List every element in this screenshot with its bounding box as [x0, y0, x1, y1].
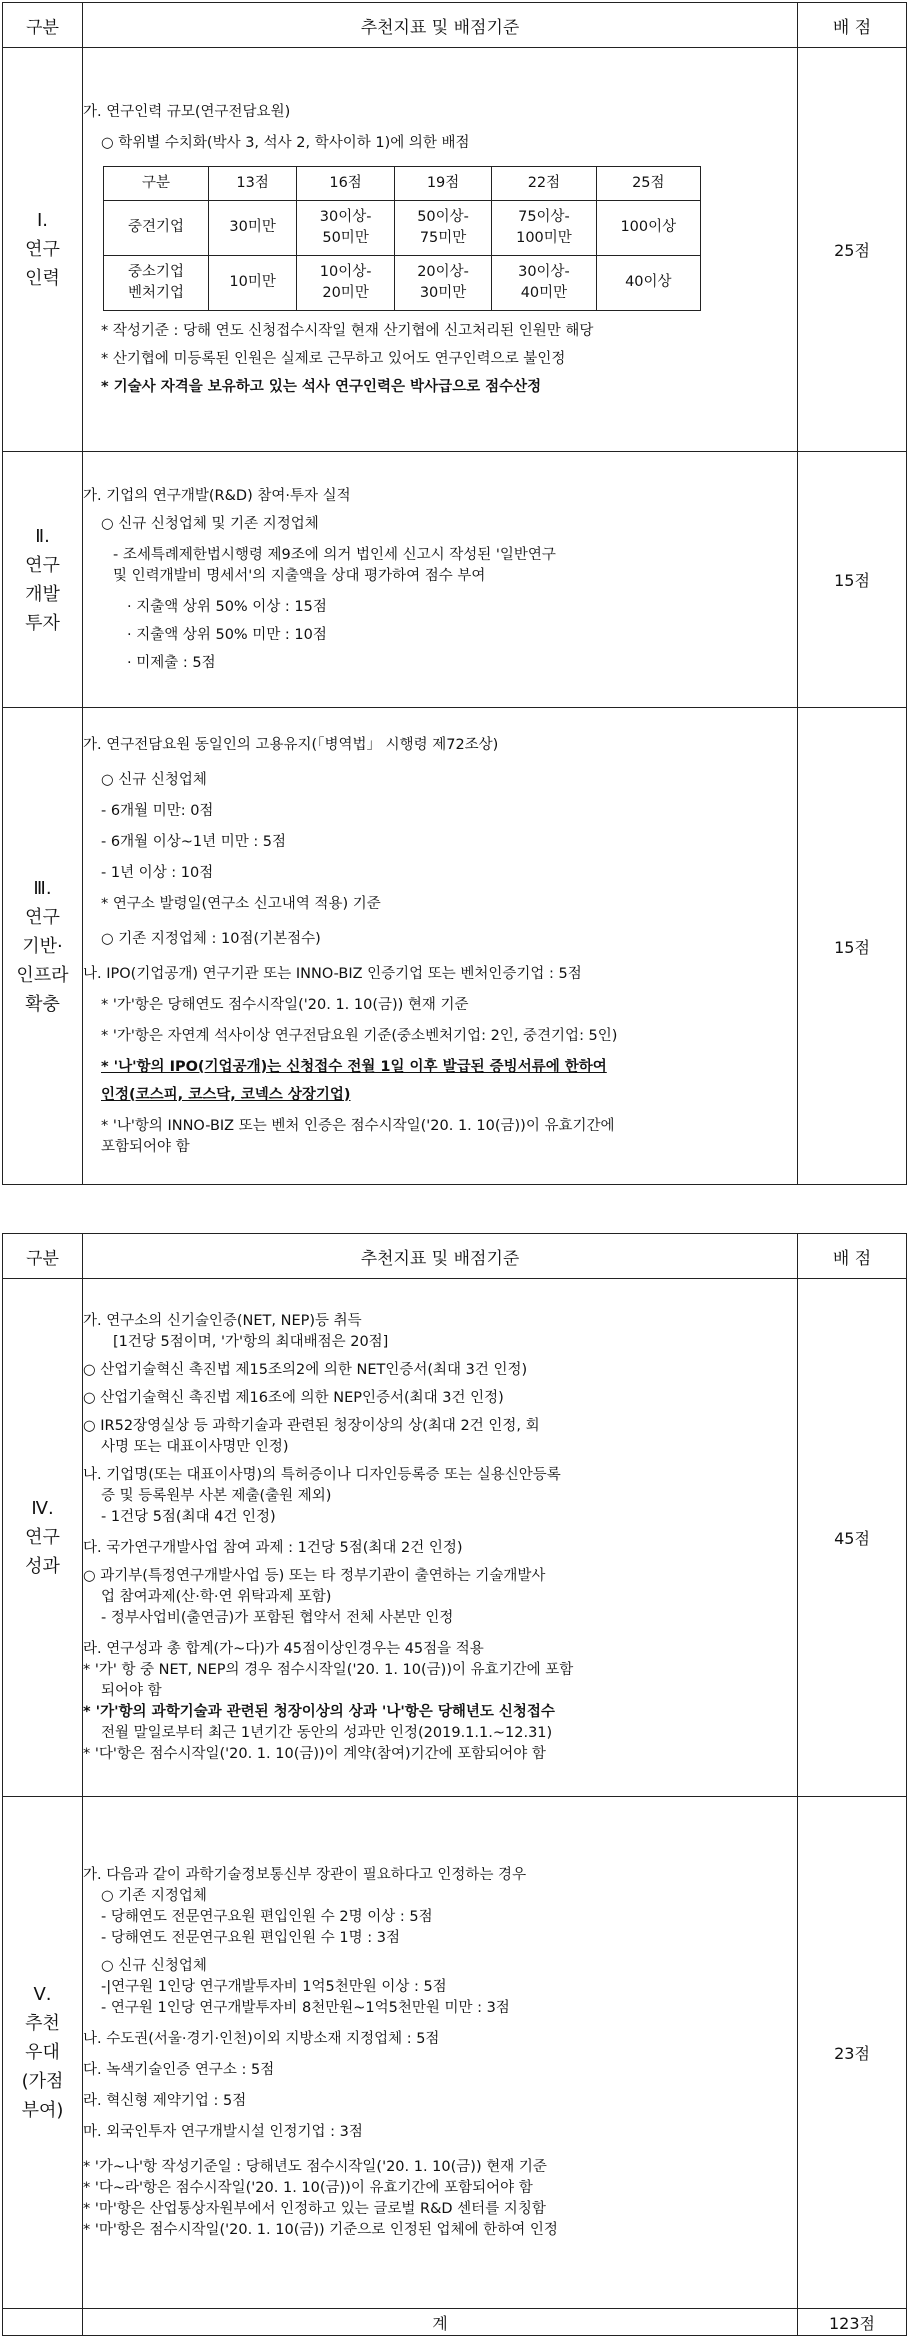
criteria-line: - 6개월 이상~1년 미만 : 5점 — [101, 833, 287, 850]
score-table-header: 19점 — [394, 166, 491, 200]
criteria-line: * '다'항은 점수시작일('20. 1. 10(금))이 계약(참여)기간에 포함되어야 함 — [83, 1745, 546, 1762]
criteria-line: ○ 신규 신청업체 및 기존 지정업체 — [101, 515, 319, 532]
criteria-line: 가. 연구인력 규모(연구전담요원) — [83, 103, 291, 120]
criteria-line: ○ 산업기술혁신 촉진법 제16조에 의한 NEP인증서(최대 3건 인정) — [83, 1389, 504, 1406]
score-table-cell: 40이상 — [596, 255, 700, 310]
total-row — [3, 2309, 907, 2336]
criteria-line: 나. 수도권(서울·경기·인천)이외 지방소재 지정업체 : 5점 — [83, 2030, 440, 2047]
criteria-line: * '나'항의 IPO(기업공개)는 신청접수 전월 1일 이후 발급된 증빙서류에 한하여 — [101, 1058, 607, 1075]
score-table-row — [104, 255, 701, 310]
criteria-line: 전월 말일로부터 최근 1년기간 동안의 성과만 인정(2019.1.1.~12.31) — [101, 1724, 553, 1741]
criteria-line: 업 참여과제(산·학·연 위탁과제 포함) — [101, 1588, 332, 1605]
section-score: 15점 — [798, 708, 907, 1185]
criteria-line: 포함되어야 함 — [101, 1138, 190, 1155]
criteria-line: 라. 연구성과 총 합계(가~다)가 45점이상인경우는 45점을 적용 — [83, 1640, 484, 1657]
section-score: 45점 — [798, 1279, 907, 1797]
criteria-line: 마. 외국인투자 연구개발시설 인정기업 : 3점 — [83, 2123, 363, 2140]
score-table-cell: 중소기업 벤처기업 — [104, 255, 209, 310]
criteria-line: ○ 과기부(특정연구개발사업 등) 또는 타 정부기관이 출연하는 기술개발사 — [83, 1567, 546, 1584]
header-category: 구분 — [3, 3, 83, 48]
score-table-header: 22점 — [492, 166, 596, 200]
section-research-results — [3, 1279, 907, 1797]
criteria-line: · 미제출 : 5점 — [127, 654, 216, 671]
score-table-header: 구분 — [104, 166, 209, 200]
criteria-line: -|연구원 1인당 연구개발투자비 1억5천만원 이상 : 5점 — [101, 1978, 447, 1995]
criteria-line: ○ 산업기술혁신 촉진법 제15조의2에 의한 NET인증서(최대 3건 인정) — [83, 1361, 528, 1378]
criteria-line: ○ 기존 지정업체 — [101, 1887, 207, 1904]
criteria-line: 다. 국가연구개발사업 참여 과제 : 1건당 5점(최대 2건 인정) — [83, 1539, 463, 1556]
score-table-header: 13점 — [208, 166, 296, 200]
criteria-line: * 기술사 자격을 보유하고 있는 석사 연구인력은 박사급으로 점수산정 — [101, 378, 542, 395]
section-score: 25점 — [798, 48, 907, 452]
criteria-line: - 당해연도 전문연구요원 편입인원 수 2명 이상 : 5점 — [101, 1908, 433, 1925]
criteria-line: - 조세특례제한법시행령 제9조에 의거 법인세 신고시 작성된 '일반연구 — [113, 546, 556, 563]
criteria-line: * '다~라'항은 점수시작일('20. 1. 10(금))이 유효기간에 포함되어야 함 — [83, 2179, 533, 2196]
header-category: 구분 — [3, 1234, 83, 1279]
score-table-cell: 20이상- 30미만 — [394, 255, 491, 310]
criteria-line: 다. 녹색기술인증 연구소 : 5점 — [83, 2061, 275, 2078]
criteria-line: 나. IPO(기업공개) 연구기관 또는 INNO-BIZ 인증기업 또는 벤처인증기업 : 5점 — [83, 965, 582, 982]
section-rd-investment — [3, 452, 907, 708]
criteria-line: 인정(코스피, 코스닥, 코넥스 상장기업) — [101, 1086, 351, 1103]
criteria-line: 증 및 등록원부 사본 제출(출원 제외) — [101, 1487, 332, 1504]
score-table-cell: 10이상- 20미만 — [297, 255, 394, 310]
criteria-line: ○ 기존 지정업체 : 10점(기본점수) — [101, 930, 321, 947]
header-score: 배 점 — [798, 3, 907, 48]
score-table-cell: 30미만 — [208, 200, 296, 255]
criteria-line: 라. 혁신형 제약기업 : 5점 — [83, 2092, 247, 2109]
section-body — [83, 48, 798, 452]
score-table-header: 25점 — [596, 166, 700, 200]
section-body — [83, 1279, 798, 1797]
section-score: 15점 — [798, 452, 907, 708]
score-table-cell: 50이상- 75미만 — [394, 200, 491, 255]
criteria-line: * '가'항은 자연계 석사이상 연구전담요원 기준(중소벤처기업: 2인, 중견기업: 5인) — [101, 1027, 618, 1044]
criteria-line: - 당해연도 전문연구요원 편입인원 수 1명 : 3점 — [101, 1929, 400, 1946]
criteria-line: - 1건당 5점(최대 4건 인정) — [101, 1508, 276, 1525]
section-category: Ⅴ. 추천 우대 (가점 부여) — [3, 1797, 83, 2309]
section-score: 23점 — [798, 1797, 907, 2309]
section-research-personnel — [3, 48, 907, 452]
criteria-line: - 1년 이상 : 10점 — [101, 864, 214, 881]
criteria-table-1 — [2, 2, 907, 1185]
criteria-line: * '나'항의 INNO-BIZ 또는 벤처 인증은 점수시작일('20. 1. 10(금))이 유효기간에 — [101, 1117, 615, 1134]
criteria-line: * '마'항은 산업통상자원부에서 인정하고 있는 글로벌 R&D 센터를 지칭함 — [83, 2200, 546, 2217]
criteria-line: 가. 기업의 연구개발(R&D) 참여·투자 실적 — [83, 487, 351, 504]
section-infrastructure — [3, 708, 907, 1185]
score-table-row — [104, 200, 701, 255]
criteria-line: * 산기협에 미등록된 인원은 실제로 근무하고 있어도 연구인력으로 불인정 — [101, 350, 566, 367]
header-criteria: 추천지표 및 배점기준 — [83, 3, 798, 48]
criteria-line: 사명 또는 대표이사명만 인정) — [101, 1438, 289, 1455]
criteria-line: * 연구소 발령일(연구소 신고내역 적용) 기준 — [101, 895, 381, 912]
score-table-header: 16점 — [297, 166, 394, 200]
section-category: Ⅱ. 연구 개발 투자 — [3, 452, 83, 708]
section-category: Ⅳ. 연구 성과 — [3, 1279, 83, 1797]
criteria-line: · 지출액 상위 50% 이상 : 15점 — [127, 598, 327, 615]
section-category: Ⅲ. 연구 기반· 인프라 확충 — [3, 708, 83, 1185]
criteria-line: 가. 연구전담요원 동일인의 고용유지(「병역법」 시행령 제72조상) — [83, 736, 499, 753]
section-body — [83, 1797, 798, 2309]
table1-header-row — [3, 3, 907, 48]
section-body — [83, 452, 798, 708]
criteria-line: 가. 연구소의 신기술인증(NET, NEP)등 취득 — [83, 1312, 362, 1329]
criteria-line: ○ IR52장영실상 등 과학기술과 관련된 청장이상의 상(최대 2건 인정, 회 — [83, 1417, 540, 1434]
criteria-line: - 연구원 1인당 연구개발투자비 8천만원~1억5천만원 미만 : 3점 — [101, 1999, 510, 2016]
score-table-cell: 75이상- 100미만 — [492, 200, 596, 255]
total-score: 123점 — [798, 2309, 907, 2336]
criteria-line: ○ 신규 신청업체 — [101, 771, 207, 788]
section-category: Ⅰ. 연구 인력 — [3, 48, 83, 452]
criteria-line: * 작성기준 : 당해 연도 신청접수시작일 현재 산기협에 신고처리된 인원만 해당 — [101, 322, 594, 339]
score-table-cell: 30이상- 50미만 — [297, 200, 394, 255]
criteria-line: 나. 기업명(또는 대표이사명)의 특허증이나 디자인등록증 또는 실용신안등록 — [83, 1466, 561, 1483]
criteria-line: - 정부사업비(출연금)가 포함된 협약서 전체 사본만 인정 — [101, 1609, 454, 1626]
section-body — [83, 708, 798, 1185]
criteria-line: * '가'항의 과학기술과 관련된 청장이상의 상과 '나'항은 당해년도 신청접수 — [83, 1703, 555, 1720]
total-label: 계 — [83, 2309, 798, 2336]
score-table — [103, 166, 701, 311]
table2-header-row — [3, 1234, 907, 1279]
criteria-line: * '마'항은 점수시작일('20. 1. 10(금)) 기준으로 인정된 업체에 한하여 인정 — [83, 2221, 558, 2238]
criteria-line: ○ 학위별 수치화(박사 3, 석사 2, 학사이하 1)에 의한 배점 — [101, 134, 470, 151]
criteria-line: * '가'항은 당해연도 점수시작일('20. 1. 10(금)) 현재 기준 — [101, 996, 469, 1013]
score-table-cell: 30이상- 40미만 — [492, 255, 596, 310]
criteria-line: 및 인력개발비 명세서'의 지출액을 상대 평가하여 점수 부여 — [113, 567, 486, 584]
section-preferential — [3, 1797, 907, 2309]
criteria-line: · 지출액 상위 50% 미만 : 10점 — [127, 626, 327, 643]
score-table-cell: 100이상 — [596, 200, 700, 255]
header-criteria: 추천지표 및 배점기준 — [83, 1234, 798, 1279]
score-table-cell: 중견기업 — [104, 200, 209, 255]
criteria-line: * '가~나'항 작성기준일 : 당해년도 점수시작일('20. 1. 10(금)) 현재 기준 — [83, 2158, 547, 2175]
criteria-line: 되어야 함 — [101, 1682, 162, 1699]
criteria-line: * '가' 항 중 NET, NEP의 경우 점수시작일('20. 1. 10(금))이 유효기간에 포함 — [83, 1661, 574, 1678]
criteria-line: - 6개월 미만: 0점 — [101, 802, 214, 819]
score-table-cell: 10미만 — [208, 255, 296, 310]
header-score: 배 점 — [798, 1234, 907, 1279]
criteria-line: 가. 다음과 같이 과학기술정보통신부 장관이 필요하다고 인정하는 경우 — [83, 1866, 527, 1883]
criteria-table-2 — [2, 1233, 907, 2336]
criteria-line: ○ 신규 신청업체 — [101, 1957, 207, 1974]
criteria-line: [1건당 5점이며, '가'항의 최대배점은 20점] — [113, 1333, 389, 1350]
